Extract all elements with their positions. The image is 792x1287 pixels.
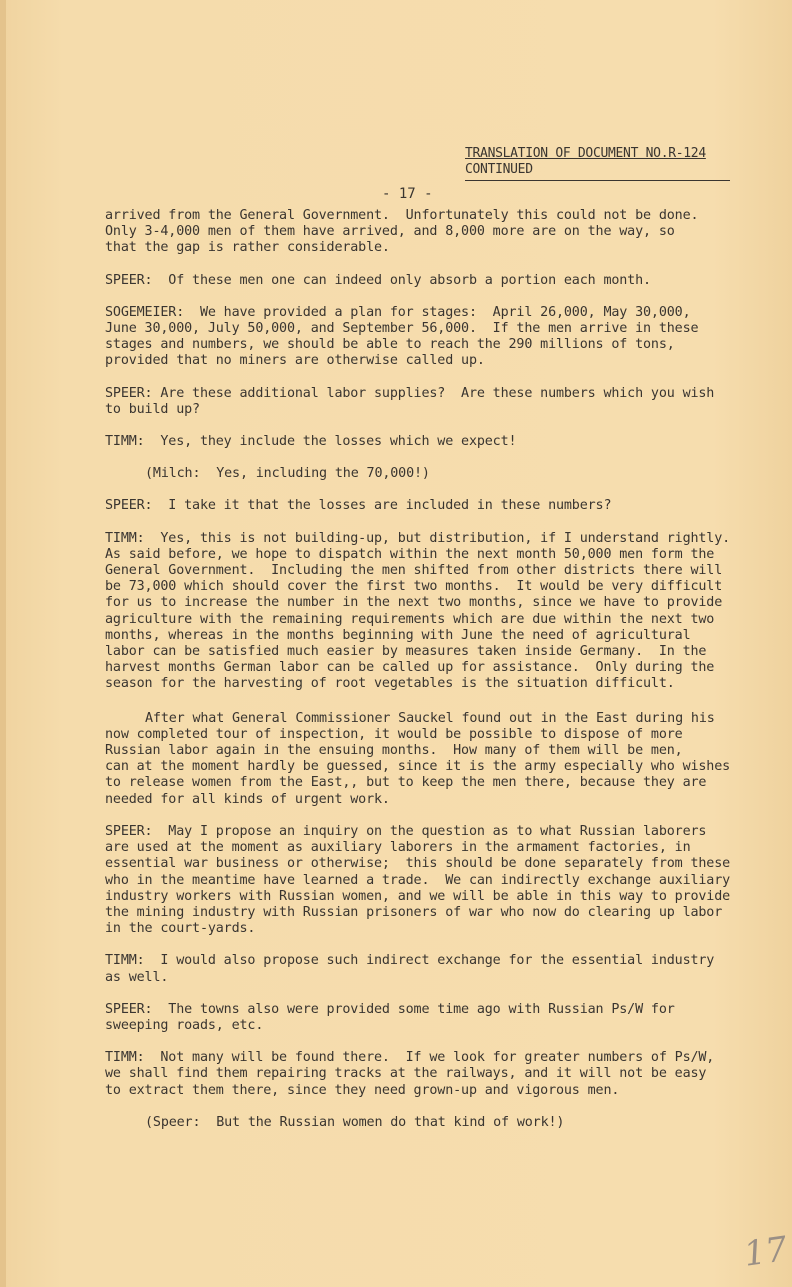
paragraph-arrived: arrived from the General Government. Unfortunately this could not be done. Only 3-4,000 men of them have arrived, and 8,000 more are on the way, so that the gap is rather considerable. [105,208,699,256]
paragraph-timm-railways: TIMM: Not many will be found there. If we look for greater numbers of Ps/W, we shall find them repairing tracks at the railways, and it will not be easy to extract them there, since they need grown-up and vigorous men. [105,1050,715,1098]
paragraph-sogemeier-plan: SOGEMEIER: We have provided a plan for stages: April 26,000, May 30,000, June 30,000, July 50,000, and September 56,000. If the men arrive in these stages and numbers, we should be able to reach the 290 millions of tons, provided that no miners are otherwise called up. [105,304,699,369]
paragraph-speer-inquiry: SPEER: May I propose an inquiry on the question as to what Russian laborers are used at the moment as auxiliary laborers in the armament factories, in essential war business or otherwise; this should be done separately from these who in the meantime have learned a trade. We can indirectly exchange auxiliary industry workers with Russian women, and we will be able in this way to provide the mining industry with Russian prisoners of war who now do clearing up labor in the court-yards. [105,823,731,937]
paragraph-speer-portion: SPEER: Of these men one can indeed only absorb a portion each month. [105,272,651,288]
paragraph-timm-exchange: TIMM: I would also propose such indirect exchange for the essential industry as well. [105,953,715,985]
paragraph-speer-women: (Speer: But the Russian women do that kind of work!) [145,1114,565,1130]
paragraph-sauckel: After what General Commissioner Sauckel found out in the East during his now completed tour of inspection, it would be possible to dispose of more Russian labor again in the ensuing months. How many of them will be men, can at the moment hardly be guessed, since it is the army especially who wishes to release women from the East,, but to keep the men there, because they are needed for all kinds of urgent work. [105,710,731,807]
paragraph-speer-towns: SPEER: The towns also were provided some time ago with Russian Ps/W for sweeping roads, etc. [105,1001,675,1033]
paragraph-speer-losses: SPEER: I take it that the losses are included in these numbers? [105,498,612,514]
paragraph-milch-note: (Milch: Yes, including the 70,000!) [145,466,430,482]
paragraph-timm-distribution: TIMM: Yes, this is not building-up, but distribution, if I understand rightly. As said before, we hope to dispatch within the next month 50,000 men form the General Government. Including the men shifted from other districts there will be 73,000 which should cover the first two months. It would be very difficult for us to increase the number in the next two months, since we have to provide agriculture with the remaining requirements which are due within the next two months, whereas in the months beginning with June the need of agricultural labor can be satisfied much easier by measures taken inside Germany. In the harvest months German labor can be called up for assistance. Only during the season for the harvesting of root vegetables is the situation difficult. [105,530,731,692]
document-body [105,208,755,1147]
handwritten-page-mark: 17 [741,1229,790,1275]
header-continued: CONTINUED [465,162,533,177]
header-title: TRANSLATION OF DOCUMENT NO.R-124 [465,146,706,161]
document-header [465,146,730,178]
page-number: - 17 - [382,186,433,202]
paragraph-speer-additional: SPEER: Are these additional labor supplies? Are these numbers which you wish to build up? [105,385,715,417]
header-rule [465,180,730,181]
paragraph-timm-losses: TIMM: Yes, they include the losses which we expect! [105,434,517,450]
page-edge [0,0,6,1287]
